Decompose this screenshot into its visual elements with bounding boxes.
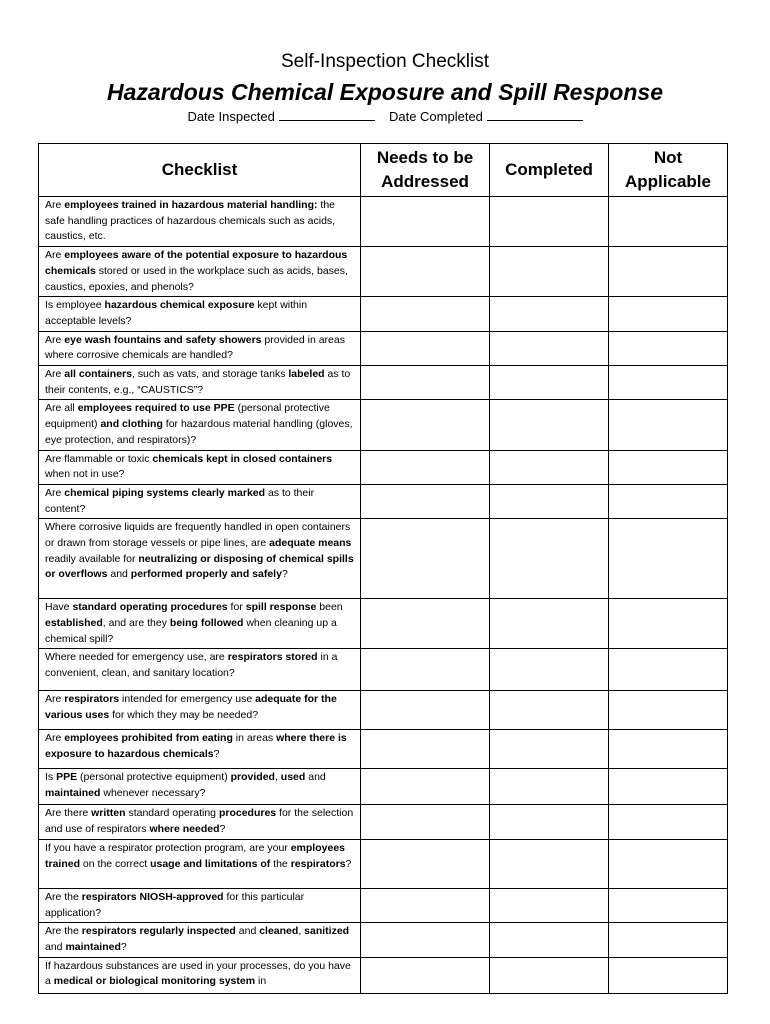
table-row xyxy=(39,730,728,769)
not-applicable-cell[interactable] xyxy=(609,484,728,518)
checklist-question xyxy=(39,450,361,484)
question-text: standard operating xyxy=(125,807,219,820)
question-text: ? xyxy=(213,748,220,761)
question-emphasis: adequate for the various uses xyxy=(45,693,337,722)
checklist-question xyxy=(39,888,361,922)
needs-addressed-cell[interactable] xyxy=(361,805,490,839)
question-emphasis: PPE xyxy=(56,771,78,784)
completed-cell[interactable] xyxy=(490,484,609,518)
table-row xyxy=(39,247,728,297)
not-applicable-cell[interactable] xyxy=(609,805,728,839)
column-header-checklist: Checklist xyxy=(39,144,361,197)
completed-cell[interactable] xyxy=(490,649,609,691)
table-row xyxy=(39,649,728,691)
question-emphasis: being followed xyxy=(169,617,244,630)
question-text: ? xyxy=(345,857,352,870)
table-row xyxy=(39,331,728,365)
needs-addressed-cell[interactable] xyxy=(361,691,490,730)
question-text: kept within acceptable levels? xyxy=(45,299,308,327)
table-row xyxy=(39,805,728,839)
date-inspected-label: Date Inspected xyxy=(187,109,275,124)
question-text: for hazardous material handling (gloves, eye protection, and respirators)? xyxy=(45,418,353,446)
checklist-question xyxy=(39,730,361,769)
checklist-question xyxy=(39,297,361,331)
question-text: Are xyxy=(45,249,65,262)
table-row xyxy=(39,484,728,518)
question-emphasis: used xyxy=(280,771,306,784)
not-applicable-cell[interactable] xyxy=(609,839,728,888)
checklist-question xyxy=(39,691,361,730)
completed-cell[interactable] xyxy=(490,599,609,649)
question-emphasis: respirators regularly inspected xyxy=(81,925,236,938)
question-text: as to their contents, e.g., “CAUSTICS”? xyxy=(45,368,351,396)
table-row xyxy=(39,957,728,993)
date-completed-field[interactable] xyxy=(487,108,583,121)
checklist-question xyxy=(39,331,361,365)
question-text: Are the xyxy=(45,925,82,938)
question-text: , and are they xyxy=(102,617,170,630)
question-text: Where needed for emergency use, are xyxy=(45,651,228,664)
needs-addressed-cell[interactable] xyxy=(361,888,490,922)
question-emphasis: employees trained xyxy=(45,841,345,870)
checklist-question xyxy=(39,649,361,691)
question-text: , xyxy=(274,771,281,784)
needs-addressed-cell[interactable] xyxy=(361,730,490,769)
question-text: Are xyxy=(45,693,65,706)
not-applicable-cell[interactable] xyxy=(609,649,728,691)
table-row xyxy=(39,769,728,805)
question-text: for the selection and use of respirators xyxy=(45,807,354,836)
question-text: and xyxy=(45,940,66,953)
question-text: as to their content? xyxy=(45,486,315,515)
table-row xyxy=(39,888,728,922)
not-applicable-cell[interactable] xyxy=(609,247,728,297)
question-emphasis: adequate means xyxy=(269,537,352,550)
question-emphasis: where needed xyxy=(149,823,220,836)
table-row xyxy=(39,691,728,730)
table-header-row xyxy=(39,144,728,197)
needs-addressed-cell[interactable] xyxy=(361,400,490,450)
column-header-not-applicable: Not Applicable xyxy=(609,144,728,197)
question-text: for this particular application? xyxy=(45,890,305,919)
question-emphasis: employees trained in hazardous material handling: xyxy=(64,199,318,211)
needs-addressed-cell[interactable] xyxy=(361,957,490,993)
question-text: Are the xyxy=(45,890,82,903)
question-emphasis: sanitized xyxy=(304,925,350,938)
table-row xyxy=(39,297,728,331)
question-text: , such as vats, and storage tanks xyxy=(131,368,289,381)
question-emphasis: where there is exposure to hazardous chemicals xyxy=(45,732,347,761)
page-subtitle: Hazardous Chemical Exposure and Spill Response xyxy=(107,79,663,105)
not-applicable-cell[interactable] xyxy=(609,923,728,957)
needs-addressed-cell[interactable] xyxy=(361,599,490,649)
question-emphasis: labeled xyxy=(288,368,325,381)
question-text: in a convenient, clean, and sanitary location? xyxy=(45,651,338,680)
needs-addressed-cell[interactable] xyxy=(361,769,490,805)
question-emphasis: all containers xyxy=(64,368,132,381)
question-emphasis: chemicals kept in closed containers xyxy=(152,452,333,465)
checklist-question xyxy=(39,599,361,649)
not-applicable-cell[interactable] xyxy=(609,297,728,331)
question-emphasis: neutralizing or disposing of chemical spills or overflows xyxy=(45,552,354,581)
question-emphasis: employees aware of the potential exposure to hazardous chemicals xyxy=(45,249,348,277)
question-text: Are xyxy=(45,199,65,211)
needs-addressed-cell[interactable] xyxy=(361,247,490,297)
question-text: Are xyxy=(45,333,65,346)
question-text: Are xyxy=(45,732,65,745)
needs-addressed-cell[interactable] xyxy=(361,366,490,400)
needs-addressed-cell[interactable] xyxy=(361,649,490,691)
checklist-question xyxy=(39,197,361,247)
column-header-completed: Completed xyxy=(490,144,609,197)
question-emphasis: respirators xyxy=(290,857,346,870)
question-text: whenever necessary? xyxy=(100,787,206,800)
question-emphasis: employees required to use PPE xyxy=(77,402,235,415)
table-row xyxy=(39,599,728,649)
question-text: Have xyxy=(45,601,73,614)
question-text: Are there xyxy=(45,807,92,820)
question-emphasis: spill response xyxy=(245,601,317,614)
needs-addressed-cell[interactable] xyxy=(361,197,490,247)
question-text: If hazardous substances are used in your processes, do you have a xyxy=(45,959,351,988)
question-text: when not in use? xyxy=(45,468,125,481)
question-text: Are xyxy=(45,368,65,381)
date-completed-label: Date Completed xyxy=(388,109,483,124)
not-applicable-cell[interactable] xyxy=(609,957,728,993)
page-title: Self-Inspection Checklist xyxy=(280,51,490,72)
question-text: Are xyxy=(45,486,65,499)
table-row xyxy=(39,839,728,888)
completed-cell[interactable] xyxy=(490,366,609,400)
question-emphasis: cleaned xyxy=(259,925,299,938)
needs-addressed-cell[interactable] xyxy=(361,923,490,957)
checklist-question xyxy=(39,484,361,518)
question-text: the xyxy=(270,857,291,870)
not-applicable-cell[interactable] xyxy=(609,888,728,922)
checklist-question xyxy=(39,247,361,297)
question-text: when cleaning up a chemical spill? xyxy=(45,617,337,645)
question-emphasis: eye wash fountains and safety showers xyxy=(64,333,262,346)
question-emphasis: maintained xyxy=(65,940,121,953)
needs-addressed-cell[interactable] xyxy=(361,450,490,484)
question-emphasis: respirators NIOSH-approved xyxy=(81,890,224,903)
question-emphasis: standard operating procedures xyxy=(72,601,228,614)
needs-addressed-cell[interactable] xyxy=(361,519,490,599)
question-emphasis: employees prohibited from eating xyxy=(64,732,233,745)
completed-cell[interactable] xyxy=(490,297,609,331)
question-text: stored or used in the workplace such as acids, bases, caustics, epoxies, and phenols? xyxy=(45,264,348,293)
completed-cell[interactable] xyxy=(490,331,609,365)
needs-addressed-cell[interactable] xyxy=(361,484,490,518)
date-inspected-field[interactable] xyxy=(279,108,375,121)
question-text: on the correct xyxy=(80,857,151,870)
question-emphasis: maintained xyxy=(45,787,101,800)
question-emphasis: and clothing xyxy=(100,418,163,431)
table-row xyxy=(39,400,728,450)
question-emphasis: written xyxy=(91,807,126,820)
completed-cell[interactable] xyxy=(490,769,609,805)
question-text: and xyxy=(107,568,131,581)
not-applicable-cell[interactable] xyxy=(609,197,728,247)
checklist-table xyxy=(38,143,728,994)
question-emphasis: provided xyxy=(230,771,275,784)
question-text: Is xyxy=(45,771,57,784)
question-text: , xyxy=(298,925,305,938)
completed-cell[interactable] xyxy=(490,450,609,484)
not-applicable-cell[interactable] xyxy=(609,519,728,599)
question-text: and xyxy=(235,925,260,938)
not-applicable-cell[interactable] xyxy=(609,331,728,365)
needs-addressed-cell[interactable] xyxy=(361,331,490,365)
not-applicable-cell[interactable] xyxy=(609,450,728,484)
question-text: Is employee xyxy=(45,299,105,312)
checklist-question xyxy=(39,366,361,400)
question-text: in areas xyxy=(232,732,277,745)
question-text: Where corrosive liquids are frequently handled in open containers or drawn from storage vessels or pipe lines, are xyxy=(45,521,351,550)
checklist-question xyxy=(39,957,361,993)
question-text: readily available for xyxy=(45,552,139,565)
question-emphasis: hazardous chemical exposure xyxy=(104,299,255,312)
question-text: ? xyxy=(281,568,288,581)
question-text: for xyxy=(227,601,246,614)
question-text: ? xyxy=(120,940,127,953)
question-text: for which they may be needed? xyxy=(109,709,259,722)
question-text: Are flammable or toxic xyxy=(45,452,153,465)
completed-cell[interactable] xyxy=(490,805,609,839)
question-text: provided in areas where corrosive chemicals are handled? xyxy=(45,333,345,362)
not-applicable-cell[interactable] xyxy=(609,769,728,805)
column-header-needs-addressed: Needs to be Addressed xyxy=(361,144,490,197)
question-text: the safe handling practices of hazardous chemicals such as acids, caustics, etc. xyxy=(45,199,336,243)
not-applicable-cell[interactable] xyxy=(609,730,728,769)
question-text: (personal protective equipment) xyxy=(45,402,330,431)
question-emphasis: established xyxy=(45,617,103,630)
question-text: Are all xyxy=(45,402,78,415)
needs-addressed-cell[interactable] xyxy=(361,839,490,888)
not-applicable-cell[interactable] xyxy=(609,599,728,649)
question-emphasis: chemical piping systems clearly marked xyxy=(64,486,266,499)
question-text: and xyxy=(305,771,326,784)
question-text: been xyxy=(316,601,343,614)
table-row xyxy=(39,519,728,599)
completed-cell[interactable] xyxy=(490,839,609,888)
completed-cell[interactable] xyxy=(490,519,609,599)
table-row xyxy=(39,923,728,957)
question-emphasis: performed properly and safely xyxy=(130,568,282,581)
completed-cell[interactable] xyxy=(490,691,609,730)
checklist-question xyxy=(39,839,361,888)
question-text: ? xyxy=(219,823,226,836)
table-row xyxy=(39,366,728,400)
date-fields xyxy=(0,108,770,126)
question-emphasis: respirators stored xyxy=(227,651,318,664)
completed-cell[interactable] xyxy=(490,197,609,247)
not-applicable-cell[interactable] xyxy=(609,400,728,450)
not-applicable-cell[interactable] xyxy=(609,366,728,400)
table-row xyxy=(39,197,728,247)
question-text: in xyxy=(255,975,267,988)
question-text: intended for emergency use xyxy=(119,693,256,706)
not-applicable-cell[interactable] xyxy=(609,691,728,730)
table-row xyxy=(39,450,728,484)
completed-cell[interactable] xyxy=(490,400,609,450)
question-emphasis: medical or biological monitoring system xyxy=(53,975,256,988)
checklist-question xyxy=(39,400,361,450)
question-emphasis: usage and limitations of xyxy=(150,857,271,870)
checklist-question xyxy=(39,805,361,839)
completed-cell[interactable] xyxy=(490,923,609,957)
needs-addressed-cell[interactable] xyxy=(361,297,490,331)
question-text: (personal protective equipment) xyxy=(77,771,231,784)
question-emphasis: procedures xyxy=(218,807,277,820)
checklist-question xyxy=(39,923,361,957)
question-text: If you have a respirator protection program, are your xyxy=(45,841,291,854)
question-emphasis: respirators xyxy=(64,693,120,706)
completed-cell[interactable] xyxy=(490,247,609,297)
completed-cell[interactable] xyxy=(490,730,609,769)
checklist-question xyxy=(39,769,361,805)
completed-cell[interactable] xyxy=(490,888,609,922)
checklist-question xyxy=(39,519,361,599)
completed-cell[interactable] xyxy=(490,957,609,993)
